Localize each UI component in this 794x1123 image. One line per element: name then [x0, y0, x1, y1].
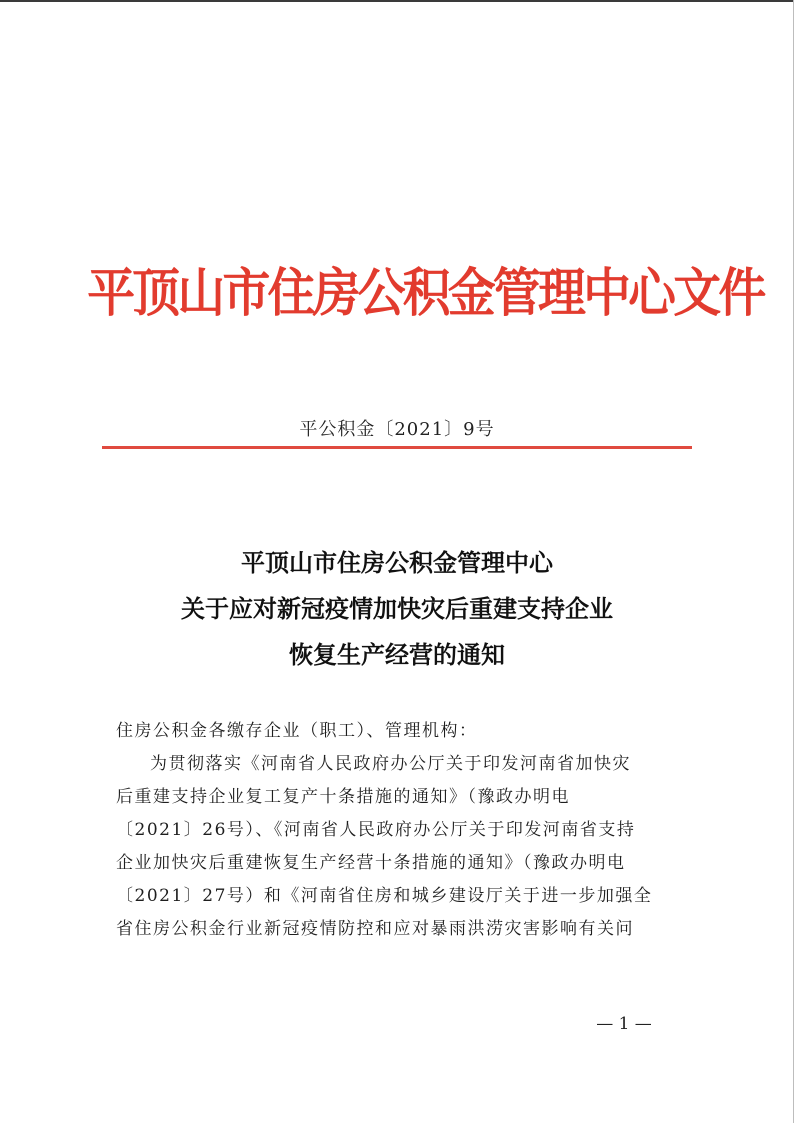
page-number: — 1 —	[596, 1014, 652, 1034]
notice-title-line-3: 恢复生产经营的通知	[289, 641, 505, 669]
scan-edge-top	[0, 0, 794, 2]
notice-title	[0, 540, 794, 678]
document-number: 平公积金〔2021〕9号	[299, 419, 495, 440]
body-line-1: 为贯彻落实《河南省人民政府办公厅关于印发河南省加快灾	[150, 754, 631, 774]
body-line-3: 〔2021〕26号）、《河南省人民政府办公厅关于印发河南省支持	[116, 820, 636, 840]
body-line-4: 企业加快灾后重建恢复生产经营十条措施的通知》（豫政办明电	[116, 853, 626, 873]
red-divider-line	[102, 446, 692, 449]
salutation: 住房公积金各缴存企业（职工）、管理机构：	[116, 721, 478, 741]
body-line-5: 〔2021〕27号）和《河南省住房和城乡建设厅关于进一步加强全	[116, 886, 653, 906]
notice-body	[116, 715, 680, 946]
body-line-2: 后重建支持企业复工复产十条措施的通知》（豫政办明电	[116, 787, 570, 807]
body-line-6: 省住房公积金行业新冠疫情防控和应对暴雨洪涝灾害影响有关问	[116, 919, 634, 939]
notice-title-line-1: 平顶山市住房公积金管理中心	[241, 549, 553, 577]
notice-title-line-2: 关于应对新冠疫情加快灾后重建支持企业	[181, 595, 613, 623]
document-header-title: 平顶山市住房公积金管理中心文件	[87, 264, 764, 324]
